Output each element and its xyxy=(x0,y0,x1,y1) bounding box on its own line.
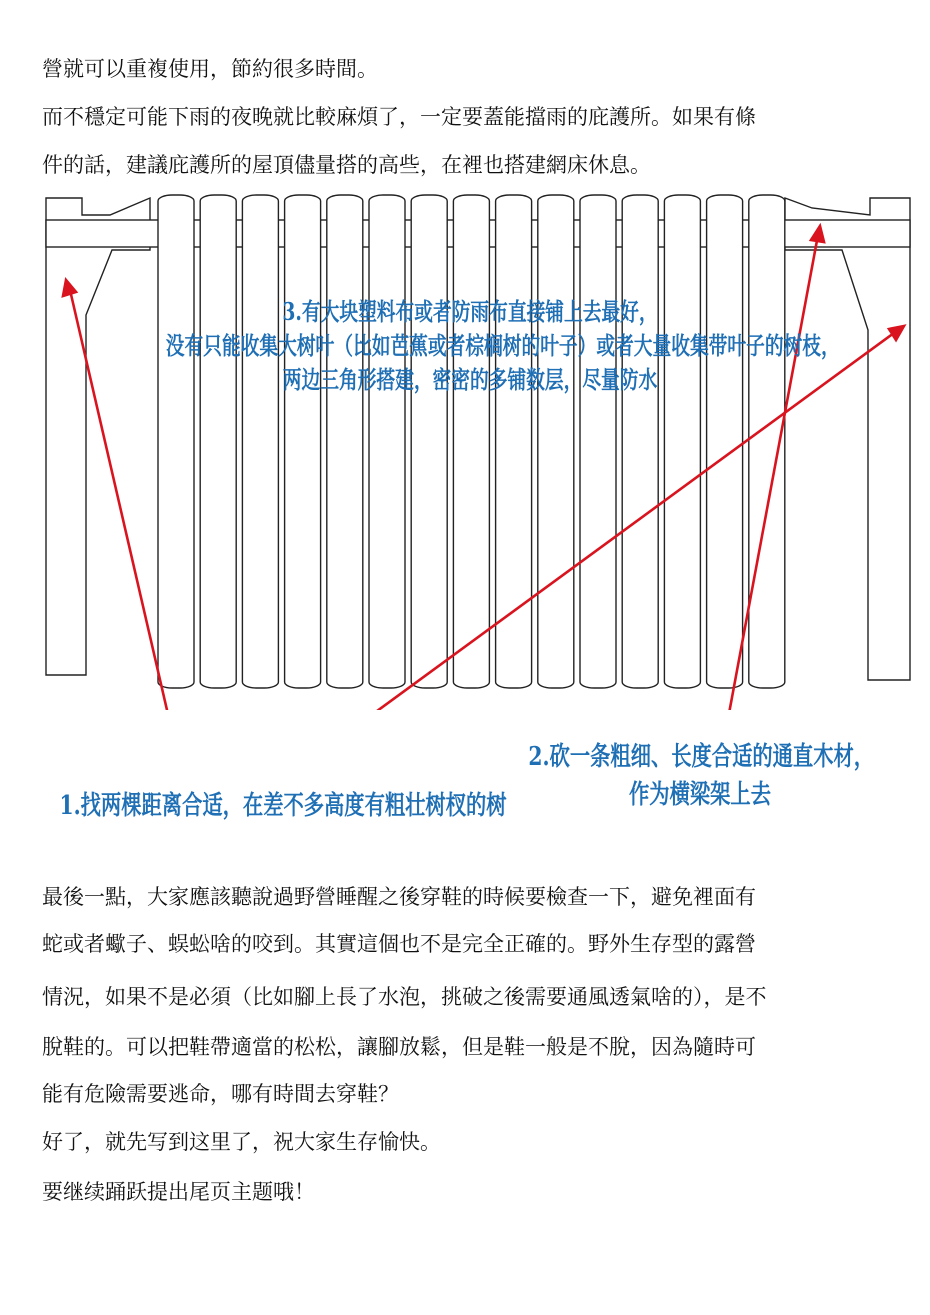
roof-plank xyxy=(622,195,658,688)
roof-plank xyxy=(285,195,321,688)
roof-plank xyxy=(242,195,278,688)
paragraph-line: 脫鞋的。可以把鞋帶適當的松松，讓腳放鬆，但是鞋一般是不脫，因為隨時可 xyxy=(42,1035,756,1059)
roof-plank xyxy=(327,195,363,688)
roof-plank xyxy=(200,195,236,688)
roof-plank xyxy=(369,195,405,688)
annotation-roof xyxy=(165,295,840,397)
right-tree xyxy=(785,198,910,680)
paragraph-line: 營就可以重複使用，節約很多時間。 xyxy=(42,57,378,81)
roof-plank xyxy=(411,195,447,688)
paragraph-line: 最後一點，大家應該聽說過野營睡醒之後穿鞋的時候要檢查一下，避免裡面有 xyxy=(42,885,756,909)
roof-plank xyxy=(664,195,700,688)
paragraph-line: 件的話，建議庇護所的屋頂儘量搭的高些，在裡也搭建網床休息。 xyxy=(42,153,651,177)
paragraph-line: 蛇或者蠍子、蜈蚣啥的咬到。其實這個也不是完全正確的。野外生存型的露營 xyxy=(42,932,756,956)
annotation-line: 两边三角形搭建，密密的多铺数层，尽量防水 xyxy=(282,365,658,394)
annotation-line: 2.砍一条粗细、长度合适的通直木材， xyxy=(528,742,875,772)
annotation-line: 3.有大块塑料布或者防雨布直接铺上去最好， xyxy=(282,297,658,326)
roof-plank xyxy=(707,195,743,688)
roof-plank xyxy=(453,195,489,688)
roof-plank xyxy=(580,195,616,688)
paragraph-line: 情況，如果不是必須（比如腳上長了水泡，挑破之後需要通風透氣啥的），是不 xyxy=(42,985,767,1009)
annotation-trees xyxy=(59,790,507,822)
paragraph-line: 能有危險需要逃命，哪有時間去穿鞋？ xyxy=(42,1082,399,1106)
roof-plank xyxy=(158,195,194,688)
annotation-line: 没有只能收集大树叶（比如芭蕉或者棕榈树的叶子）或者大量收集带叶子的树枝， xyxy=(165,331,840,360)
shelter-diagram xyxy=(0,190,930,710)
annotation-beam xyxy=(528,738,875,814)
paragraph-line: 而不穩定可能下雨的夜晚就比較麻煩了，一定要蓋能擋雨的庇護所。如果有條 xyxy=(42,105,756,129)
roof-planks xyxy=(158,195,840,688)
annotation-line: 作为横梁架上去 xyxy=(629,780,771,810)
annotation-line: 1.找两棵距离合适，在差不多高度有粗壮树杈的树 xyxy=(59,791,507,821)
paragraph-line: 要继续踊跃提出尾页主题哦！ xyxy=(42,1180,315,1204)
roof-plank xyxy=(538,195,574,688)
paragraph-line: 好了，就先写到这里了，祝大家生存愉快。 xyxy=(42,1130,441,1154)
left-tree xyxy=(46,198,150,675)
roof-plank xyxy=(496,195,532,688)
